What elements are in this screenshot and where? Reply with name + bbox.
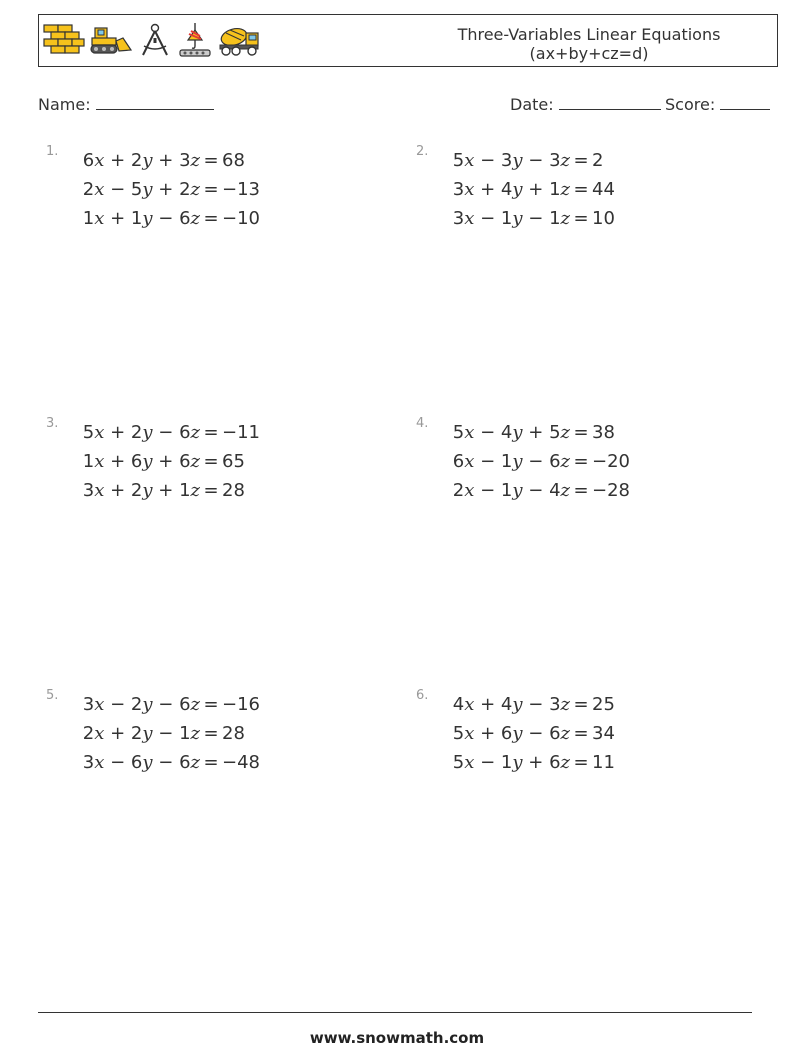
coefficient: 4 xyxy=(500,694,513,715)
variable: z xyxy=(190,208,200,229)
date-blank[interactable] xyxy=(559,92,661,110)
bricks-icon xyxy=(43,24,85,56)
equation-rhs: 2 xyxy=(592,150,604,171)
equals-sign: = xyxy=(203,451,219,472)
worksheet-title: Three-Variables Linear Equations xyxy=(457,25,721,44)
variable: y xyxy=(142,723,153,744)
equation-lhs xyxy=(438,748,570,777)
coefficient: 6 xyxy=(452,451,465,472)
equation xyxy=(438,690,615,719)
coefficient: 1 xyxy=(500,208,513,229)
equals-sign: = xyxy=(203,480,219,501)
variable: z xyxy=(190,723,200,744)
variable: x xyxy=(464,208,475,229)
operator: + xyxy=(104,480,131,501)
equation xyxy=(438,175,615,204)
equals-sign: = xyxy=(203,694,219,715)
equation-rhs: 28 xyxy=(222,480,245,501)
coefficient: 3 xyxy=(500,150,513,171)
equals-sign: = xyxy=(203,723,219,744)
coefficient: 3 xyxy=(82,694,95,715)
variable: z xyxy=(190,752,200,773)
operator: + xyxy=(474,694,501,715)
equation-rhs: −10 xyxy=(222,208,260,229)
equation-lhs xyxy=(68,476,200,505)
operator: − xyxy=(522,208,550,229)
problem-number: 3. xyxy=(46,416,59,431)
equation-lhs xyxy=(438,447,570,476)
variable: y xyxy=(512,752,523,773)
variable: y xyxy=(512,723,523,744)
coefficient: 3 xyxy=(549,694,561,715)
coefficient: 1 xyxy=(82,451,95,472)
operator: + xyxy=(152,480,180,501)
equation-rhs: 10 xyxy=(592,208,615,229)
coefficient: 6 xyxy=(549,723,561,744)
coefficient: 3 xyxy=(82,752,95,773)
equals-sign: = xyxy=(573,422,589,443)
coefficient: 5 xyxy=(452,723,465,744)
equation xyxy=(438,476,630,505)
coefficient: 5 xyxy=(452,752,465,773)
equals-sign: = xyxy=(203,422,219,443)
coefficient: 2 xyxy=(82,179,95,200)
equation-lhs xyxy=(68,146,200,175)
equation-lhs xyxy=(438,690,570,719)
operator: − xyxy=(474,150,501,171)
header-icons xyxy=(43,20,261,60)
equation-rhs: −16 xyxy=(222,694,260,715)
coefficient: 2 xyxy=(130,694,143,715)
operator: − xyxy=(522,480,550,501)
equation-system xyxy=(68,146,260,233)
equation xyxy=(438,447,630,476)
variable: x xyxy=(464,480,475,501)
variable: x xyxy=(464,422,475,443)
coefficient: 2 xyxy=(130,480,143,501)
footer-divider xyxy=(38,1012,752,1013)
equation-system xyxy=(68,690,260,777)
worksheet-subtitle: (ax+by+cz=d) xyxy=(529,44,649,63)
header-box xyxy=(38,14,778,67)
equation xyxy=(438,418,630,447)
operator: + xyxy=(104,208,131,229)
problem-number: 5. xyxy=(46,688,59,703)
equation-rhs: −20 xyxy=(592,451,630,472)
equals-sign: = xyxy=(573,208,589,229)
equation xyxy=(68,447,260,476)
variable: y xyxy=(142,422,153,443)
coefficient: 6 xyxy=(549,451,561,472)
equation xyxy=(438,748,615,777)
operator: − xyxy=(522,694,550,715)
coefficient: 1 xyxy=(500,451,513,472)
variable: x xyxy=(464,451,475,472)
operator: + xyxy=(152,179,180,200)
coefficient: 6 xyxy=(179,752,191,773)
operator: − xyxy=(522,451,550,472)
equation xyxy=(438,719,615,748)
equation-rhs: 25 xyxy=(592,694,615,715)
variable: x xyxy=(464,179,475,200)
variable: y xyxy=(142,752,153,773)
operator: − xyxy=(152,752,180,773)
equation-rhs: −28 xyxy=(592,480,630,501)
variable: z xyxy=(190,480,200,501)
coefficient: 3 xyxy=(452,208,465,229)
equation-lhs xyxy=(68,204,200,233)
equation-lhs xyxy=(438,204,570,233)
coefficient: 6 xyxy=(130,752,143,773)
equation xyxy=(68,204,260,233)
coefficient: 5 xyxy=(452,422,465,443)
equals-sign: = xyxy=(573,752,589,773)
variable: x xyxy=(94,723,105,744)
equation-lhs xyxy=(68,748,200,777)
variable: y xyxy=(142,150,153,171)
variable: z xyxy=(190,451,200,472)
equals-sign: = xyxy=(573,451,589,472)
coefficient: 2 xyxy=(130,150,143,171)
coefficient: 4 xyxy=(500,179,513,200)
equation xyxy=(68,748,260,777)
equation-lhs xyxy=(68,418,200,447)
coefficient: 1 xyxy=(549,208,561,229)
coefficient: 2 xyxy=(452,480,465,501)
coefficient: 1 xyxy=(500,480,513,501)
equation-lhs xyxy=(438,146,570,175)
variable: y xyxy=(512,694,523,715)
operator: + xyxy=(522,752,550,773)
coefficient: 2 xyxy=(82,723,95,744)
variable: z xyxy=(560,208,570,229)
coefficient: 6 xyxy=(179,208,191,229)
variable: y xyxy=(512,480,523,501)
equals-sign: = xyxy=(203,752,219,773)
bulldozer-icon xyxy=(89,24,133,56)
crane-hook-icon xyxy=(177,22,213,58)
equation-lhs xyxy=(68,447,200,476)
equals-sign: = xyxy=(573,723,589,744)
variable: y xyxy=(512,451,523,472)
equation-rhs: 34 xyxy=(592,723,615,744)
operator: + xyxy=(104,451,131,472)
variable: x xyxy=(94,752,105,773)
equation-system xyxy=(438,418,630,505)
variable: z xyxy=(190,694,200,715)
variable: z xyxy=(560,723,570,744)
equation-lhs xyxy=(68,690,200,719)
equation xyxy=(438,146,615,175)
variable: y xyxy=(512,422,523,443)
operator: − xyxy=(474,752,501,773)
name-field xyxy=(38,92,214,114)
variable: x xyxy=(464,150,475,171)
compass-icon xyxy=(137,22,173,58)
variable: z xyxy=(560,150,570,171)
equation-lhs xyxy=(438,476,570,505)
coefficient: 1 xyxy=(179,723,191,744)
equation-rhs: 28 xyxy=(222,723,245,744)
variable: y xyxy=(142,451,153,472)
equation-rhs: −48 xyxy=(222,752,260,773)
coefficient: 3 xyxy=(179,150,191,171)
operator: + xyxy=(152,150,180,171)
operator: − xyxy=(474,422,501,443)
variable: y xyxy=(512,179,523,200)
operator: + xyxy=(474,179,501,200)
variable: z xyxy=(560,451,570,472)
score-label: Score: xyxy=(665,95,716,114)
variable: x xyxy=(94,150,105,171)
operator: − xyxy=(104,694,131,715)
coefficient: 3 xyxy=(82,480,95,501)
coefficient: 2 xyxy=(130,723,143,744)
problem-number: 2. xyxy=(416,144,429,159)
coefficient: 6 xyxy=(82,150,95,171)
coefficient: 1 xyxy=(82,208,95,229)
equation-rhs: 65 xyxy=(222,451,245,472)
operator: − xyxy=(152,694,180,715)
score-field xyxy=(665,92,770,114)
equation-rhs: −13 xyxy=(222,179,260,200)
operator: + xyxy=(104,422,131,443)
coefficient: 3 xyxy=(549,150,561,171)
variable: z xyxy=(560,179,570,200)
coefficient: 1 xyxy=(500,752,513,773)
name-label: Name: xyxy=(38,95,91,114)
equation xyxy=(68,418,260,447)
equals-sign: = xyxy=(573,150,589,171)
operator: + xyxy=(104,723,131,744)
variable: y xyxy=(512,150,523,171)
coefficient: 4 xyxy=(549,480,561,501)
operator: − xyxy=(104,179,131,200)
equals-sign: = xyxy=(203,150,219,171)
equation xyxy=(68,146,260,175)
operator: + xyxy=(152,451,180,472)
coefficient: 6 xyxy=(179,422,191,443)
equation xyxy=(68,175,260,204)
variable: x xyxy=(94,451,105,472)
variable: x xyxy=(94,208,105,229)
variable: x xyxy=(94,179,105,200)
name-blank[interactable] xyxy=(96,92,214,110)
coefficient: 1 xyxy=(549,179,561,200)
equation xyxy=(68,690,260,719)
operator: + xyxy=(474,723,501,744)
coefficient: 5 xyxy=(452,150,465,171)
equals-sign: = xyxy=(573,480,589,501)
equation xyxy=(68,476,260,505)
operator: − xyxy=(474,480,501,501)
equation xyxy=(438,204,615,233)
equals-sign: = xyxy=(573,179,589,200)
coefficient: 2 xyxy=(179,179,191,200)
variable: z xyxy=(560,694,570,715)
operator: − xyxy=(474,451,501,472)
equation-system xyxy=(438,146,615,233)
operator: − xyxy=(152,422,180,443)
equation xyxy=(68,719,260,748)
variable: x xyxy=(94,422,105,443)
operator: − xyxy=(152,723,180,744)
coefficient: 1 xyxy=(130,208,143,229)
equation-rhs: 11 xyxy=(592,752,615,773)
coefficient: 6 xyxy=(549,752,561,773)
worksheet-title-block xyxy=(439,25,739,63)
equals-sign: = xyxy=(573,694,589,715)
coefficient: 6 xyxy=(130,451,143,472)
variable: x xyxy=(464,752,475,773)
operator: − xyxy=(522,150,550,171)
problem-number: 4. xyxy=(416,416,429,431)
equals-sign: = xyxy=(203,179,219,200)
coefficient: 6 xyxy=(500,723,513,744)
equation-lhs xyxy=(438,175,570,204)
equation-rhs: 68 xyxy=(222,150,245,171)
coefficient: 4 xyxy=(452,694,465,715)
variable: x xyxy=(94,480,105,501)
equation-rhs: −11 xyxy=(222,422,260,443)
variable: z xyxy=(190,422,200,443)
equation-system xyxy=(68,418,260,505)
variable: y xyxy=(142,694,153,715)
variable: x xyxy=(94,694,105,715)
variable: z xyxy=(560,422,570,443)
problem-number: 1. xyxy=(46,144,59,159)
variable: y xyxy=(512,208,523,229)
equation-system xyxy=(438,690,615,777)
coefficient: 1 xyxy=(179,480,191,501)
coefficient: 4 xyxy=(500,422,513,443)
operator: + xyxy=(104,150,131,171)
equation-rhs: 38 xyxy=(592,422,615,443)
coefficient: 3 xyxy=(452,179,465,200)
equation-rhs: 44 xyxy=(592,179,615,200)
operator: + xyxy=(522,422,550,443)
score-blank[interactable] xyxy=(720,92,770,110)
variable: y xyxy=(142,208,153,229)
equation-lhs xyxy=(438,418,570,447)
operator: − xyxy=(522,723,550,744)
coefficient: 6 xyxy=(179,451,191,472)
operator: − xyxy=(104,752,131,773)
cement-mixer-truck-icon xyxy=(217,24,261,56)
variable: x xyxy=(464,723,475,744)
operator: + xyxy=(522,179,550,200)
variable: z xyxy=(190,179,200,200)
variable: x xyxy=(464,694,475,715)
variable: y xyxy=(142,179,153,200)
problem-number: 6. xyxy=(416,688,429,703)
coefficient: 5 xyxy=(130,179,143,200)
equation-lhs xyxy=(438,719,570,748)
variable: y xyxy=(142,480,153,501)
operator: − xyxy=(474,208,501,229)
coefficient: 6 xyxy=(179,694,191,715)
date-field xyxy=(510,92,661,114)
coefficient: 2 xyxy=(130,422,143,443)
coefficient: 5 xyxy=(82,422,95,443)
footer-url: www.snowmath.com xyxy=(309,1029,485,1047)
equals-sign: = xyxy=(203,208,219,229)
operator: − xyxy=(152,208,180,229)
variable: z xyxy=(560,480,570,501)
variable: z xyxy=(190,150,200,171)
coefficient: 5 xyxy=(549,422,561,443)
equation-lhs xyxy=(68,175,200,204)
date-label: Date: xyxy=(510,95,554,114)
variable: z xyxy=(560,752,570,773)
equation-lhs xyxy=(68,719,200,748)
